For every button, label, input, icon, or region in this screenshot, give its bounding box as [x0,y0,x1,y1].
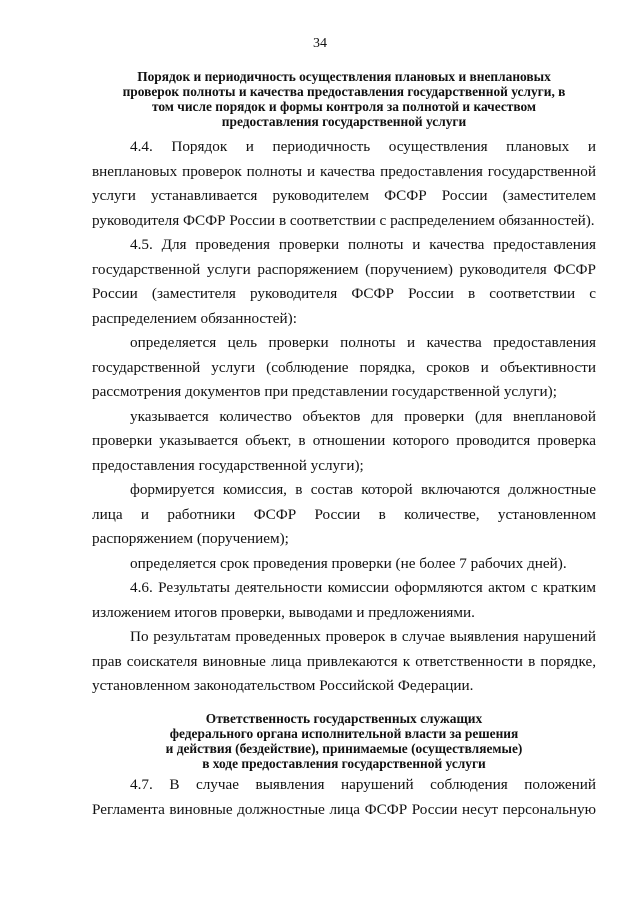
heading-line: Ответственность государственных служащих [205,711,483,726]
section-heading-control [92,69,596,129]
heading-line: проверок полноты и качества предоставления государственной услуги, в [122,84,566,99]
list-item-objects: указывается количество объектов для проверки (для внеплановой проверки указывается объект, в отношении которого проводится проверка предоставления государственной услуги); [92,407,596,474]
paragraph-4-6: 4.6. Результаты деятельности комиссии оформляются актом с кратким изложением итогов проверки, выводами и предложениями. [92,579,596,621]
section-body-control [92,135,596,699]
page-number: 34 [313,36,327,51]
list-item-term: определяется срок проведения проверки (не более 7 рабочих дней). [130,554,567,572]
heading-line: Порядок и периодичность осуществления плановых и внеплановых [137,69,551,84]
paragraph-4-7: 4.7. В случае выявления нарушений соблюдения положений Регламента виновные должностные лица ФСФР России несут персональную [92,776,596,818]
heading-line: в ходе предоставления государственной услуги [202,756,486,771]
list-item-commission: формируется комиссия, в состав которой включаются должностные лица и работники ФСФР России в количестве, установленном распоряжением (поручением); [92,481,596,547]
paragraph-4-5: 4.5. Для проведения проверки полноты и качества предоставления государственной услуги распоряжением (поручением) руководителя ФСФР России (заместителя руководителя ФСФР России в соответствии с распределением обязанностей): [92,236,596,327]
paragraph-liability: По результатам проведенных проверок в случае выявления нарушений прав соискателя виновные лица привлекаются к ответственности в порядке, установленном законодательством Российской Федерации. [92,628,596,694]
section-body-responsibility [92,773,596,822]
heading-line: предоставления государственной услуги [221,114,467,129]
list-item-purpose: определяется цель проверки полноты и качества предоставления государственной услуги (соблюдение порядка, сроков и объективности рассмотрения документов при представлении государственной услуги); [92,334,596,400]
heading-line: том числе порядок и формы контроля за полнотой и качеством [151,99,537,114]
section-heading-responsibility [92,711,596,771]
heading-line: и действия (бездействие), принимаемые (осуществляемые) [165,741,523,756]
heading-line: федерального органа исполнительной власти за решения [169,726,519,741]
paragraph-4-4: 4.4. Порядок и периодичность осуществления плановых и внеплановых проверок полноты и качества предоставления государственной услуги устанавливается руководителем ФСФР России (заместителем руководителя ФСФР России в соответствии с распределением обязанностей). [92,138,596,229]
